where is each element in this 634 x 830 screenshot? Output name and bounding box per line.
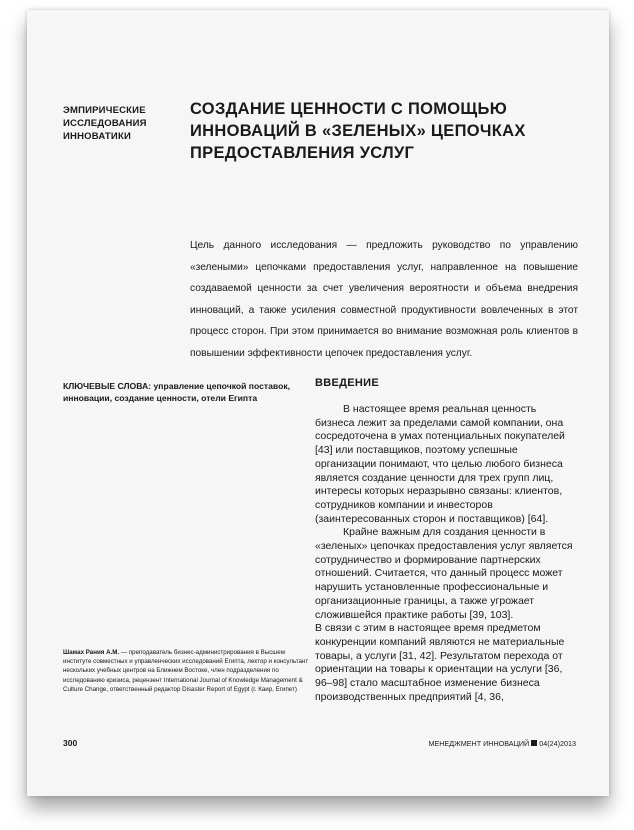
- paragraph: Крайне важным для создания ценности в «зеленых» цепочках предоставления услуг является сотрудничество и формирование партнерских отношений. Считается, что данный процесс может нарушить установленные профессиональные и организационные границы, а также угрожает сложившейся практике работы [39, 103].: [315, 526, 573, 621]
- keywords-text: управление цепочкой поставок, инновации, создание ценности, отели Египта: [63, 381, 291, 403]
- keywords-label: КЛЮЧЕВЫЕ СЛОВА:: [63, 381, 152, 391]
- journal-issue: 04(24)2013: [539, 739, 576, 748]
- body-text: [315, 403, 573, 704]
- journal-footer: [391, 739, 576, 748]
- journal-name: МЕНЕДЖМЕНТ ИННОВАЦИЙ: [428, 739, 530, 748]
- paragraph: В настоящее время реальная ценность бизнеса лежит за пределами самой компании, она сосредоточена в умах потенциальных покупателей [43] или поставщиков, поэтому успешные организации понимают, что целью любого бизнеса является создание ценности для трех групп лиц, интересы которых неразрывно связаны: клиентов, сотрудников компании и инвесторов (заинтересованных сторон и поставщиков) [64].: [315, 403, 565, 525]
- keywords: [63, 380, 313, 404]
- intro-heading: ВВЕДЕНИЕ: [315, 377, 379, 389]
- paragraph: В связи с этим в настоящее время предметом конкуренции компаний являются не материальные товары, а услуги [31, 42]. Результатом перехода от ориентации на товары к ориентации на услуги [36, 96–98] стало масштабное изменение бизнеса производственных предприятий [4, 36,: [315, 622, 565, 703]
- page-number: 300: [63, 738, 78, 748]
- square-separator-icon: [531, 740, 537, 746]
- abstract: Цель данного исследования — предложить руководство по управлению «зелеными» цепочками предоставления услуг, направленное на повышение создаваемой ценности за счет увеличения вероятности и объема внедрения инноваций, а также усиления совместной продуктивности вовлеченных в этот процесс сторон. При этом принимается во внимание возможная роль клиентов в повышении эффективности цепочек предоставления услуг.: [190, 240, 578, 359]
- article-title: СОЗДАНИЕ ЦЕННОСТИ С ПОМОЩЬЮ ИННОВАЦИЙ В «ЗЕЛЕНЫХ» ЦЕПОЧКАХ ПРЕДОСТАВЛЕНИЯ УСЛУГ: [190, 100, 526, 162]
- author-name: Шамах Рания А.М.: [63, 649, 120, 656]
- author-note: [63, 648, 311, 694]
- section-label: ЭМПИРИЧЕСКИЕ ИССЛЕДОВАНИЯ ИННОВАТИКИ: [63, 105, 147, 142]
- author-bio: — преподаватель бизнес-администрирования в Высшем институте совместных и управленческих исследований Египта, лектор и консультант нескольких учебных центров на Ближнем Востоке, член подразделения по исследованию кризиса, рецензент International Journal of Knowledge Management & Culture Change, ответственный редактор Disaster Report of Egypt (г. Каир, Египет): [63, 649, 309, 693]
